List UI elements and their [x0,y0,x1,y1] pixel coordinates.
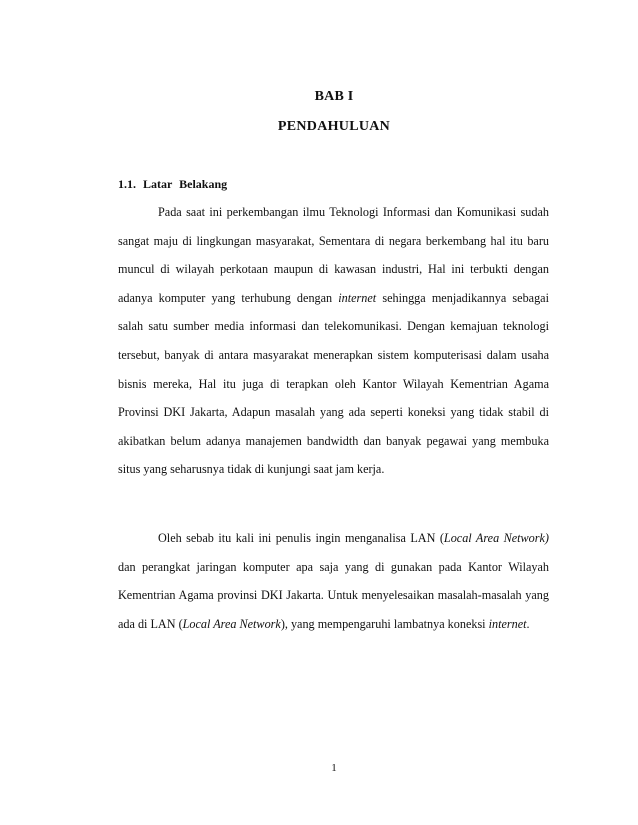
paragraph-2 [118,524,549,638]
paragraph-segment: sehingga menjadikannya sebagai salah satu sumber media informasi dan telekomunikasi. Dengan kemajuan teknologi tersebut, banyak di antara masyarakat menerapkan sistem komputerisasi dalam usaha bisnis mereka, Hal itu juga di terapkan oleh Kantor Wilayah Kementrian Agama Provinsi DKI Jakarta, Adapun masalah yang ada seperti koneksi yang tidak stabil di akibatkan belum adanya manajemen bandwidth dan banyak pegawai yang membuka situs yang seharusnya tidak di kunjungi saat jam kerja. [118,290,549,477]
paragraph-segment: Pada saat ini perkembangan ilmu Teknologi Informasi dan Komunikasi sudah sangat maju di lingkungan masyarakat, Sementara di negara berkembang hal itu baru muncul di wilayah perkotaan maupun di kawasan industri, Hal ini terbukti dengan adanya komputer yang terhubung dengan [118,205,549,305]
chapter-title: PENDAHULUAN [277,119,391,134]
page-number: 1 [331,762,337,774]
paragraph-segment: dan perangkat jaringan komputer apa saja yang di gunakan pada Kantor Wilayah Kementrian Agama provinsi DKI Jakarta. Untuk menyelesaikan masalah-masalah yang ada di LAN ( [118,559,549,631]
section-heading: 1.1. Latar Belakang [118,177,228,191]
paragraph-segment-italic: internet [338,290,377,305]
paragraph-1 [118,198,549,484]
paragraph-segment-italic: Local Area Network [182,616,281,631]
chapter-number: BAB I [314,89,354,104]
paragraph-segment-italic: Local Area Network) [443,531,549,545]
paragraph-segment: . [526,616,530,631]
paragraph-segment: Oleh sebab itu kali ini penulis ingin menganalisa LAN ( [158,531,444,545]
paragraph-segment: ), yang mempengaruhi lambatnya koneksi [280,616,489,631]
paragraph-segment-italic: internet [488,616,527,631]
